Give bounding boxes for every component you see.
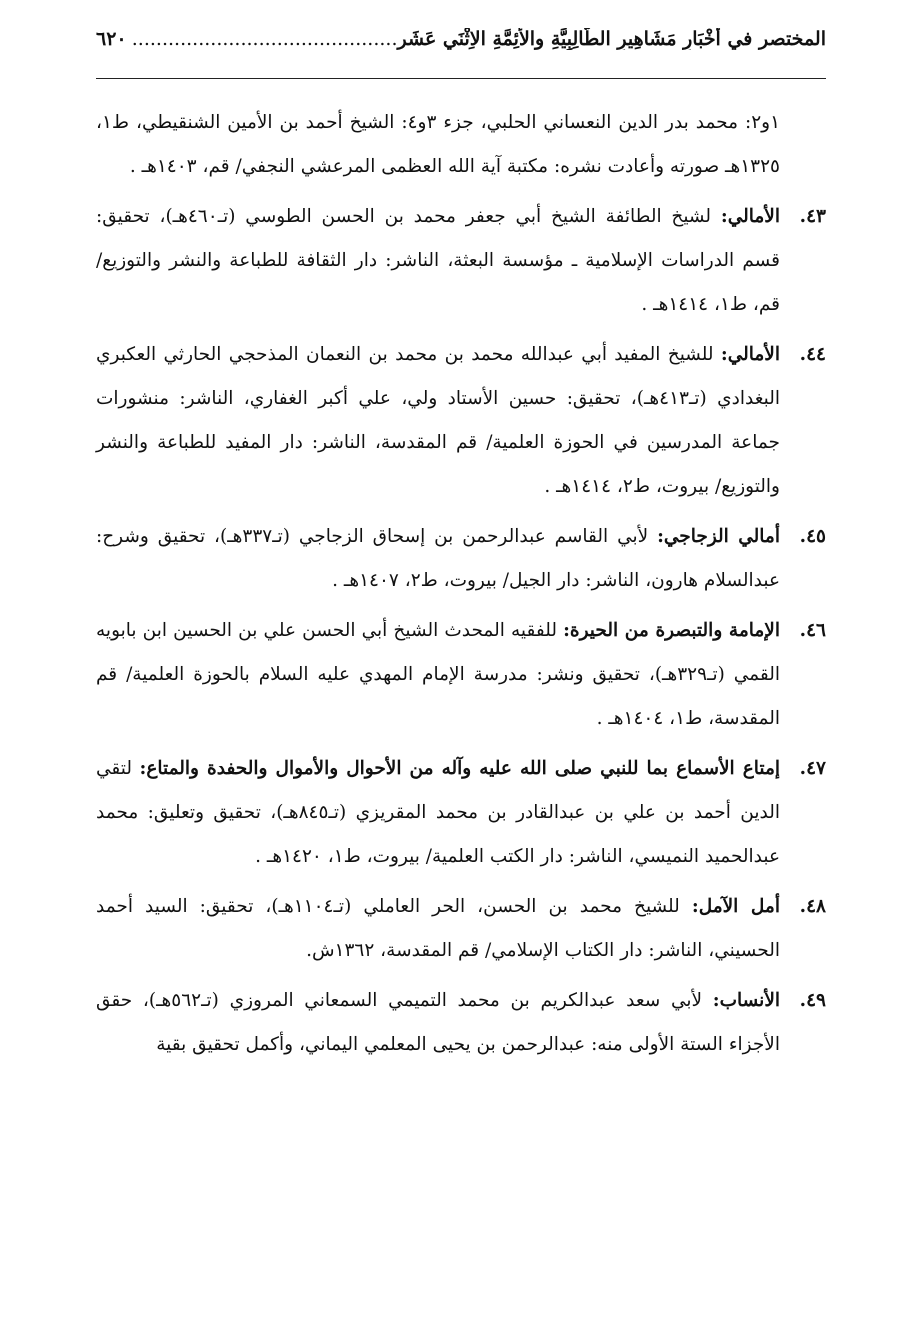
entry-number: ٤٨.: [799, 896, 826, 917]
bibliography-entry-49: [96, 979, 826, 1067]
entry-title: إمتاع الأسماع بما للنبي صلى الله عليه وآله من الأحوال والأموال والحفدة والمتاع:: [139, 758, 780, 779]
entry-title: الأنساب:: [712, 990, 781, 1011]
entry-text: للشيخ محمد بن الحسن، الحر العاملي (تـ١١٠٤هـ)، تحقيق: السيد أحمد الحسيني، الناشر: دار الكتاب الإسلامي/ قم المقدسة، ١٣٦٢ش.: [96, 896, 780, 961]
entry-text: لأبي سعد عبدالكريم بن محمد التميمي السمعاني المروزي (تـ٥٦٢هـ)، حقق الأجزاء الستة الأولى منه: عبدالرحمن بن يحيى المعلمي اليماني، وأكمل تحقيق بقية: [96, 990, 780, 1055]
page-number: ٦٢٠: [96, 28, 127, 50]
bibliography-entry-44: [96, 333, 826, 509]
bibliography-entry-46: [96, 609, 826, 741]
entry-title: الأمالي:: [720, 344, 780, 365]
bibliography-list: [96, 101, 826, 1067]
entry-number: ٤٣.: [799, 206, 826, 227]
entry-number: ٤٧.: [799, 758, 826, 779]
entry-text: لأبي القاسم عبدالرحمن بن إسحاق الزجاجي (تـ٣٣٧هـ)، تحقيق وشرح: عبدالسلام هارون، الناشر: دار الجيل/ بيروت، ط٢، ١٤٠٧هـ .: [96, 526, 780, 591]
bibliography-entry-45: [96, 515, 826, 603]
running-header: [96, 28, 826, 78]
entry-text: لتقي الدين أحمد بن علي بن عبدالقادر بن محمد المقريزي (تـ٨٤٥هـ)، تحقيق وتعليق: محمد عبدالحميد النميسي، الناشر: دار الكتب العلمية/ بيروت، ط١، ١٤٢٠هـ .: [96, 758, 780, 867]
entry-number: ٤٦.: [799, 620, 826, 641]
running-header-title: المختصر في أَخْبَارِ مَشَاهِيرِ الطَّالِبِيَّةِ والأَئِمَّةِ الاِثْنَي عَشَر .....: [133, 28, 826, 50]
document-page: [96, 28, 826, 1073]
bibliography-entry-47: [96, 747, 826, 879]
entry-text: لشيخ الطائفة الشيخ أبي جعفر محمد بن الحسن الطوسي (تـ٤٦٠هـ)، تحقيق: قسم الدراسات الإسلامية ـ مؤسسة البعثة، الناشر: دار الثقافة للطباعة والنشر والتوزيع/ قم، ط١، ١٤١٤هـ .: [96, 206, 780, 315]
entry-number: ٤٥.: [799, 526, 826, 547]
entry-title: الأمالي:: [720, 206, 780, 227]
bibliography-entry-43: [96, 195, 826, 327]
header-divider: [96, 78, 826, 79]
entry-text: للشيخ المفيد أبي عبدالله محمد بن محمد بن النعمان المذحجي الحارثي العكبري البغدادي (تـ٤١٣هـ)، تحقيق: حسين الأستاد ولي، علي أكبر الغفاري، الناشر: منشورات جماعة المدرسين في الحوزة العلمية/ قم المقدسة، الناشر: دار المفيد للطباعة والنشر والتوزيع/ بيروت، ط٢، ١٤١٤هـ .: [96, 344, 780, 497]
entry-title: أمالي الزجاجي:: [657, 526, 780, 547]
entry-number: ٤٤.: [799, 344, 826, 365]
entry-title: أمل الآمل:: [691, 896, 780, 917]
entry-title: الإمامة والتبصرة من الحيرة:: [563, 620, 780, 641]
entry-number: ٤٩.: [799, 990, 826, 1011]
bibliography-entry-48: [96, 885, 826, 973]
entry-text: للفقيه المحدث الشيخ أبي الحسن علي بن الحسين ابن بابويه القمي (تـ٣٢٩هـ)، تحقيق ونشر: مدرسة الإمام المهدي عليه السلام بالحوزة العلمية/ قم المقدسة، ط١، ١٤٠٤هـ .: [96, 620, 780, 729]
continued-entry-text: ١و٢: محمد بدر الدين النعساني الحلبي، جزء ٣و٤: الشيخ أحمد بن الأمين الشنقيطي، ط١، ١٣٢٥هـ صورته وأعادت نشره: مكتبة آية الله العظمى المرعشي النجفي/ قم، ١٤٠٣هـ .: [96, 112, 780, 177]
